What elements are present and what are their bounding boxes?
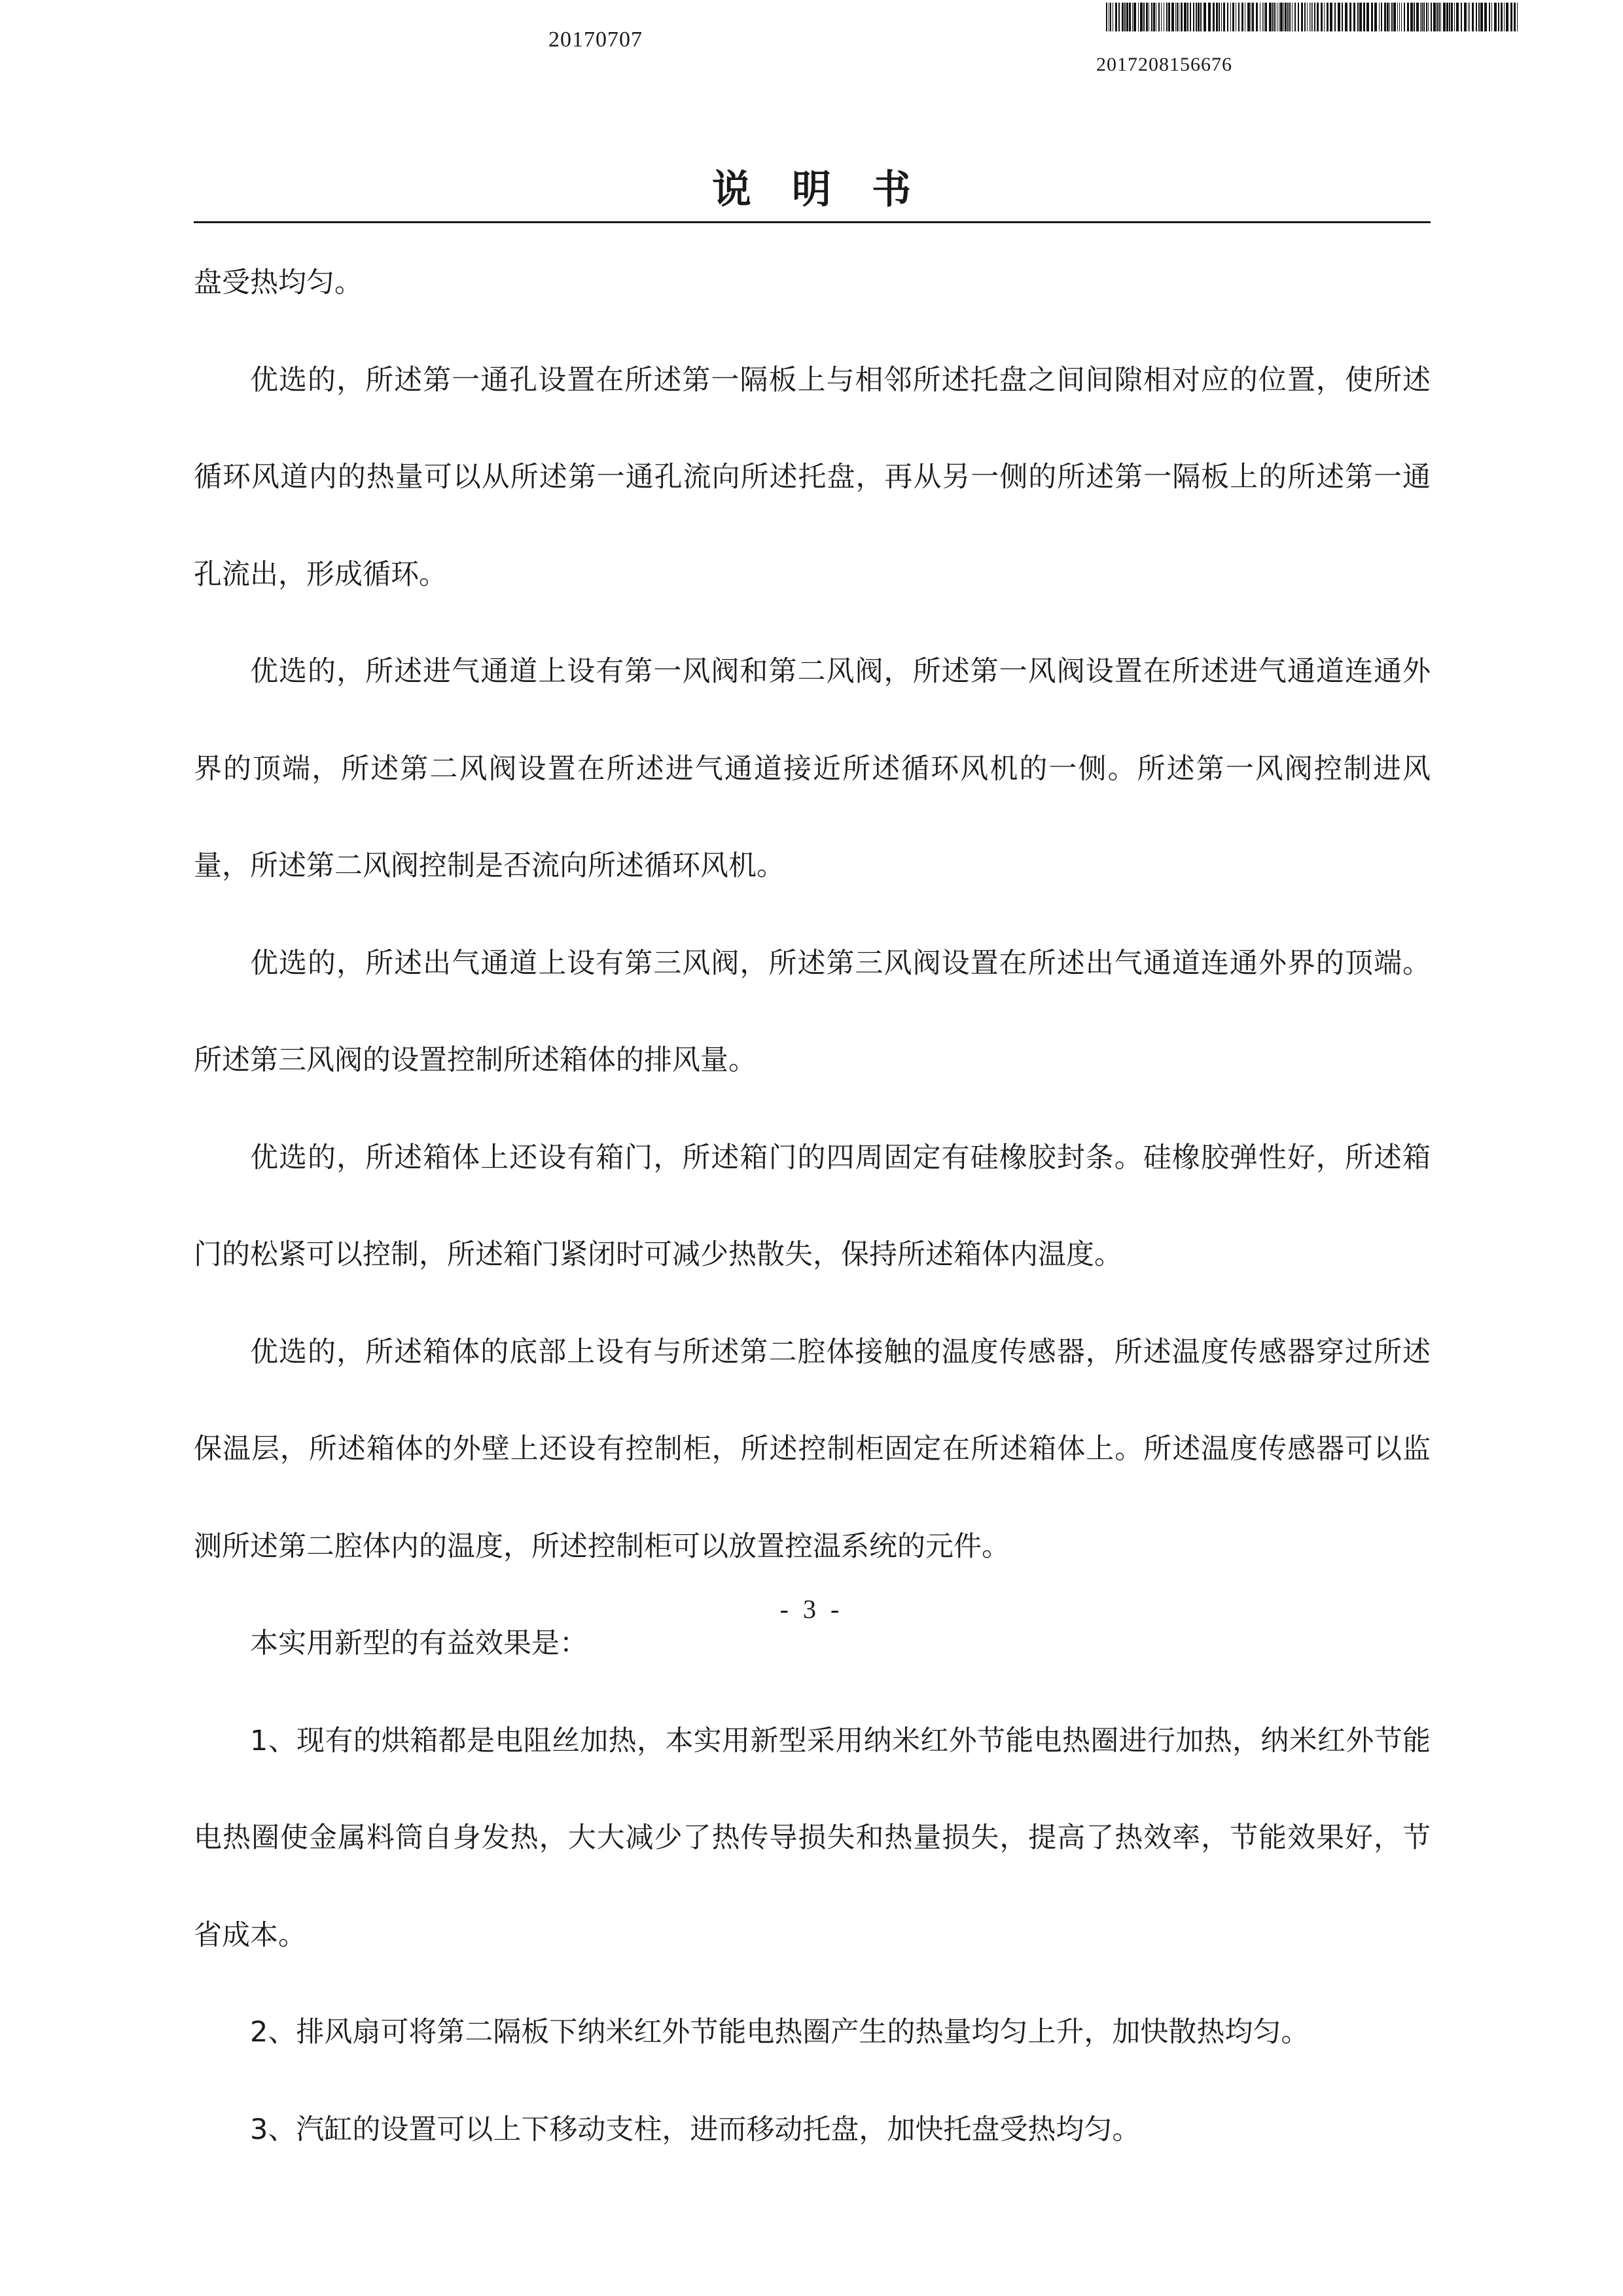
body-paragraph: 盘受热均匀。 — [194, 266, 363, 299]
barcode-bar — [1219, 3, 1220, 31]
barcode-bar — [1200, 3, 1202, 31]
barcode-bar — [1324, 3, 1325, 31]
barcode-bar — [1312, 3, 1313, 31]
barcode-bar — [1366, 3, 1369, 31]
application-number: 2017208156676 — [1096, 54, 1232, 75]
barcode-bar — [1151, 3, 1152, 31]
barcode-bar — [1187, 3, 1188, 31]
barcode-bar — [1334, 3, 1336, 31]
barcode-bar — [1349, 3, 1351, 31]
barcode-bar — [1489, 3, 1490, 31]
barcode-bar — [1196, 3, 1197, 31]
barcode-bar — [1106, 3, 1107, 31]
document-title: 说明书 — [712, 167, 952, 213]
barcode-bar — [1265, 3, 1267, 31]
barcode-bar — [1426, 3, 1427, 31]
barcode-bar — [1238, 3, 1240, 31]
barcode-bar — [1510, 3, 1512, 31]
barcode-bar — [1307, 3, 1308, 31]
barcode-graphic — [1106, 3, 1518, 31]
barcode-bar — [1252, 3, 1254, 31]
barcode-bar — [1287, 3, 1289, 31]
barcode-bar — [1193, 3, 1194, 31]
barcode-bar — [1262, 3, 1263, 31]
barcode-bar — [1393, 3, 1396, 31]
barcode-bar — [1166, 3, 1168, 31]
barcode-bar — [1132, 3, 1133, 31]
barcode-bar — [1399, 3, 1400, 31]
barcode-bar — [1517, 3, 1518, 31]
barcode-bar — [1359, 3, 1362, 31]
barcode-bar — [1221, 3, 1222, 31]
barcode-bar — [1498, 3, 1499, 31]
barcode-bar — [1292, 3, 1293, 31]
barcode-bar — [1289, 3, 1291, 31]
barcode-bar — [1381, 3, 1382, 31]
barcode-bar — [1241, 3, 1243, 31]
barcode-bar — [1175, 3, 1176, 31]
barcode-bar — [1301, 3, 1303, 31]
body-paragraph: 本实用新型的有益效果是： — [250, 1627, 588, 1660]
barcode-bar — [1321, 3, 1323, 31]
barcode-bar — [1410, 3, 1413, 31]
barcode-bar — [1476, 3, 1477, 31]
barcode-bar — [1230, 3, 1231, 31]
barcode-bar — [1133, 3, 1136, 31]
barcode-bar — [1184, 3, 1186, 31]
barcode-bar — [1208, 3, 1211, 31]
barcode-bar — [1407, 3, 1409, 31]
barcode-bar — [1115, 3, 1117, 31]
barcode-bar — [1446, 3, 1448, 31]
barcode-bar — [1472, 3, 1474, 31]
barcode-bar — [1464, 3, 1467, 31]
barcode-bar — [1391, 3, 1393, 31]
barcode-bar — [1294, 3, 1296, 31]
barcode-bar — [1449, 3, 1450, 31]
barcode-bar — [1213, 3, 1215, 31]
barcode-bar — [1404, 3, 1405, 31]
barcode-bar — [1431, 3, 1432, 31]
barcode-bar — [1433, 3, 1436, 31]
barcode-bar — [1401, 3, 1402, 31]
barcode-bar — [1223, 3, 1225, 31]
barcode-bar — [1423, 3, 1425, 31]
barcode-bar — [1283, 3, 1284, 31]
barcode-bar — [1198, 3, 1200, 31]
barcode-bar — [1342, 3, 1343, 31]
barcode-bar — [1451, 3, 1453, 31]
barcode-bar — [1274, 3, 1275, 31]
barcode-bar — [1269, 3, 1272, 31]
barcode-bar — [1491, 3, 1492, 31]
barcode-bar — [1146, 3, 1148, 31]
barcode-bar — [1389, 3, 1390, 31]
barcode-bar — [1384, 3, 1386, 31]
barcode-bar — [1514, 3, 1516, 31]
barcode-bar — [1494, 3, 1497, 31]
barcode-bar — [1247, 3, 1250, 31]
barcode-bar — [1414, 3, 1415, 31]
barcode-bar — [1330, 3, 1332, 31]
barcode-bar — [1357, 3, 1359, 31]
barcode-bar — [1456, 3, 1459, 31]
barcode-bar — [1118, 3, 1120, 31]
barcode-bar — [1153, 3, 1155, 31]
page-number: - 3 - — [779, 1594, 844, 1624]
barcode-bar — [1478, 3, 1480, 31]
body-paragraph: 1、现有的烘箱都是电阻丝加热，本实用新型采用纳米红外节能电热圈进行加热，纳米红外节能电热圈使金属料筒自身发热，大大减少了热传导损失和热量损失，提高了热效率，节能效果好，节省成本。 — [194, 1724, 1431, 1952]
barcode-bar — [1314, 3, 1315, 31]
barcode-bar — [1129, 3, 1131, 31]
barcode-bar — [1420, 3, 1421, 31]
barcode-bar — [1256, 3, 1258, 31]
barcode-bar — [1327, 3, 1329, 31]
barcode-bar — [1177, 3, 1178, 31]
barcode-bar — [1469, 3, 1470, 31]
barcode-bar — [1143, 3, 1145, 31]
barcode-bar — [1506, 3, 1508, 31]
barcode-bar — [1227, 3, 1228, 31]
barcode-bar — [1374, 3, 1377, 31]
barcode-bar — [1461, 3, 1462, 31]
body-paragraph: 优选的，所述箱体的底部上设有与所述第二腔体接触的温度传感器，所述温度传感器穿过所述保温层，所述箱体的外壁上还设有控制柜，所述控制柜固定在所述箱体上。所述温度传感器可以监测所述第二腔体内的温度，所述控制柜可以放置控温系统的元件。 — [194, 1335, 1431, 1563]
barcode-bar — [1126, 3, 1128, 31]
barcode-bar — [1298, 3, 1299, 31]
barcode-bar — [1317, 3, 1319, 31]
body-paragraph: 3、汽缸的设置可以上下移动支柱，进而移动托盘，加快托盘受热均匀。 — [250, 2113, 1141, 2146]
barcode-bar — [1379, 3, 1380, 31]
body-paragraph: 优选的，所述箱体上还设有箱门，所述箱门的四周固定有硅橡胶封条。硅橡胶弹性好，所述箱门的松紧可以控制，所述箱门紧闭时可减少热散失，保持所述箱体内温度。 — [194, 1141, 1431, 1271]
barcode-bar — [1285, 3, 1287, 31]
barcode-bar — [1138, 3, 1139, 31]
barcode-bar — [1181, 3, 1183, 31]
barcode-bar — [1484, 3, 1487, 31]
barcode-bar — [1124, 3, 1126, 31]
barcode-bar — [1443, 3, 1446, 31]
barcode-bar — [1428, 3, 1429, 31]
barcode-bar — [1440, 3, 1441, 31]
barcode-bar — [1387, 3, 1389, 31]
body-paragraph: 优选的，所述进气通道上设有第一风阀和第二风阀，所述第一风阀设置在所述进气通道连通外界的顶端，所述第二风阀设置在所述进气通道接近所述循环风机的一侧。所述第一风阀控制进风量，所述第二风阀控制是否流向所述循环风机。 — [194, 655, 1431, 882]
barcode-bar — [1272, 3, 1274, 31]
barcode-bar — [1438, 3, 1440, 31]
barcode-bar — [1416, 3, 1419, 31]
body-paragraph: 优选的，所述出气通道上设有第三风阀，所述第三风阀设置在所述出气通道连通外界的顶端。所述第三风阀的设置控制所述箱体的排风量。 — [194, 946, 1431, 1077]
body-paragraph: 优选的，所述第一通孔设置在所述第一隔板上与相邻所述托盘之间间隙相对应的位置，使所述循环风道内的热量可以从所述第一通孔流向所述托盘，再从另一侧的所述第一隔板上的所述第一通孔流出，形成循环。 — [194, 363, 1431, 591]
barcode-bar — [1436, 3, 1438, 31]
barcode-bar — [1421, 3, 1423, 31]
barcode-bar — [1190, 3, 1191, 31]
barcode-bar — [1232, 3, 1234, 31]
barcode-bar — [1171, 3, 1174, 31]
barcode-bar — [1371, 3, 1373, 31]
barcode-bar — [1454, 3, 1455, 31]
barcode-bar — [1345, 3, 1347, 31]
barcode-bar — [1353, 3, 1355, 31]
barcode-bar — [1216, 3, 1218, 31]
barcode-bar — [1122, 3, 1124, 31]
barcode-bar — [1168, 3, 1170, 31]
barcode-bar — [1504, 3, 1505, 31]
barcode-bar — [1304, 3, 1306, 31]
barcode-bar — [1158, 3, 1160, 31]
barcode-bar — [1204, 3, 1206, 31]
barcode-bar — [1468, 3, 1469, 31]
header-date: 20170707 — [548, 27, 643, 52]
barcode-bar — [1161, 3, 1162, 31]
barcode-bar — [1480, 3, 1483, 31]
barcode-bar — [1280, 3, 1283, 31]
body-paragraph: 2、排风扇可将第二隔板下纳米红外节能电热圈产生的热量均匀上升，加快散热均匀。 — [250, 2016, 1310, 2049]
barcode-bar — [1338, 3, 1340, 31]
barcode-bar — [1110, 3, 1111, 31]
document-body — [194, 234, 1431, 2178]
barcode-bar — [1501, 3, 1503, 31]
barcode-bar — [1363, 3, 1365, 31]
barcode-bar — [1397, 3, 1398, 31]
barcode-bar — [1140, 3, 1143, 31]
title-divider — [194, 221, 1431, 223]
